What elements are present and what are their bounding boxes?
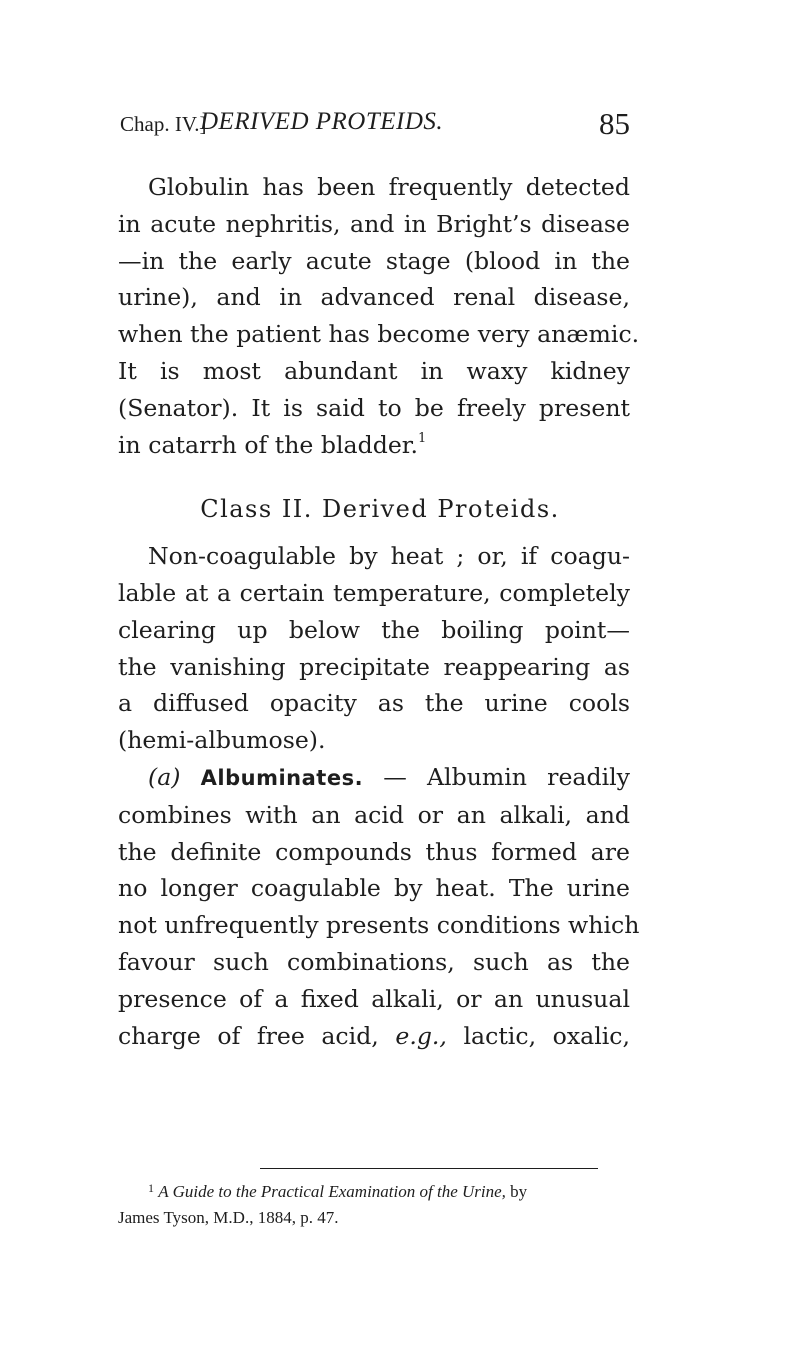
abbreviation-eg: e.g., — [395, 1021, 447, 1050]
text-line: (hemi-albumose). — [118, 726, 326, 755]
footnote-reference: 1 — [417, 430, 427, 446]
text-line — [118, 427, 630, 464]
text-line: urine), and in advanced renal disease, — [118, 283, 630, 312]
text-line — [118, 759, 630, 797]
footnote-line: James Tyson, M.D., 1884, p. 47. — [118, 1208, 339, 1227]
text-line: clearing up below the boiling point— — [118, 615, 630, 644]
page-body — [118, 169, 640, 1054]
text-line: favour such combinations, such as the — [118, 947, 630, 976]
subsection-term: Albuminates. — [200, 765, 364, 790]
text-line: It is most abundant in waxy kidney — [118, 356, 630, 385]
page-number: 85 — [599, 106, 630, 141]
text-line: the definite compounds thus formed are — [118, 837, 630, 866]
text-line — [118, 1018, 630, 1055]
footnote-number: 1 — [148, 1181, 154, 1195]
footnote-line — [118, 1175, 598, 1205]
text-line: a diffused opacity as the urine cools — [118, 689, 630, 718]
footnote-book-title: A Guide to the Practical Examination of the Urine, — [158, 1182, 506, 1201]
footnote — [118, 1175, 598, 1231]
chapter-label: Chap. IV.] — [120, 112, 207, 136]
section-heading: Class II. Derived Proteids. — [200, 495, 560, 524]
footnote-by: by — [510, 1182, 528, 1201]
text-line: —in the early acute stage (blood in the — [118, 246, 630, 275]
running-header — [120, 108, 630, 158]
text-line: presence of a fixed alkali, or an unusual — [118, 984, 630, 1013]
item-marker: (a) — [148, 762, 181, 791]
paragraph-derived-proteids — [118, 538, 630, 759]
text-line: Globulin has been frequently detected — [148, 173, 630, 201]
text-line: when the patient has become very anæmic. — [118, 320, 640, 349]
text-line: the vanishing precipitate reappearing as — [118, 652, 630, 681]
text-line: (Senator). It is said to be freely present — [118, 393, 630, 422]
text-line: not unfrequently presents conditions which — [118, 911, 640, 940]
text-line: Non-coagulable by heat ; or, if coagu- — [148, 542, 630, 571]
text-line: combines with an acid or an alkali, and — [118, 800, 630, 829]
text-fragment: — Albumin readily — [383, 762, 630, 791]
paragraph-albuminates — [118, 759, 640, 1054]
paragraph-globulin — [118, 169, 640, 463]
running-title: DERIVED PROTEIDS. — [200, 108, 444, 135]
text-fragment: charge of free acid, — [118, 1021, 379, 1050]
text-fragment: lactic, oxalic, — [463, 1021, 631, 1050]
text-fragment: in catarrh of the bladder. — [118, 430, 418, 459]
text-line: in acute nephritis, and in Bright’s disease — [118, 209, 630, 238]
footnote-divider — [260, 1168, 598, 1169]
text-line: lable at a certain temperature, completely — [118, 578, 630, 607]
text-line: no longer coagulable by heat. The urine — [118, 874, 630, 903]
